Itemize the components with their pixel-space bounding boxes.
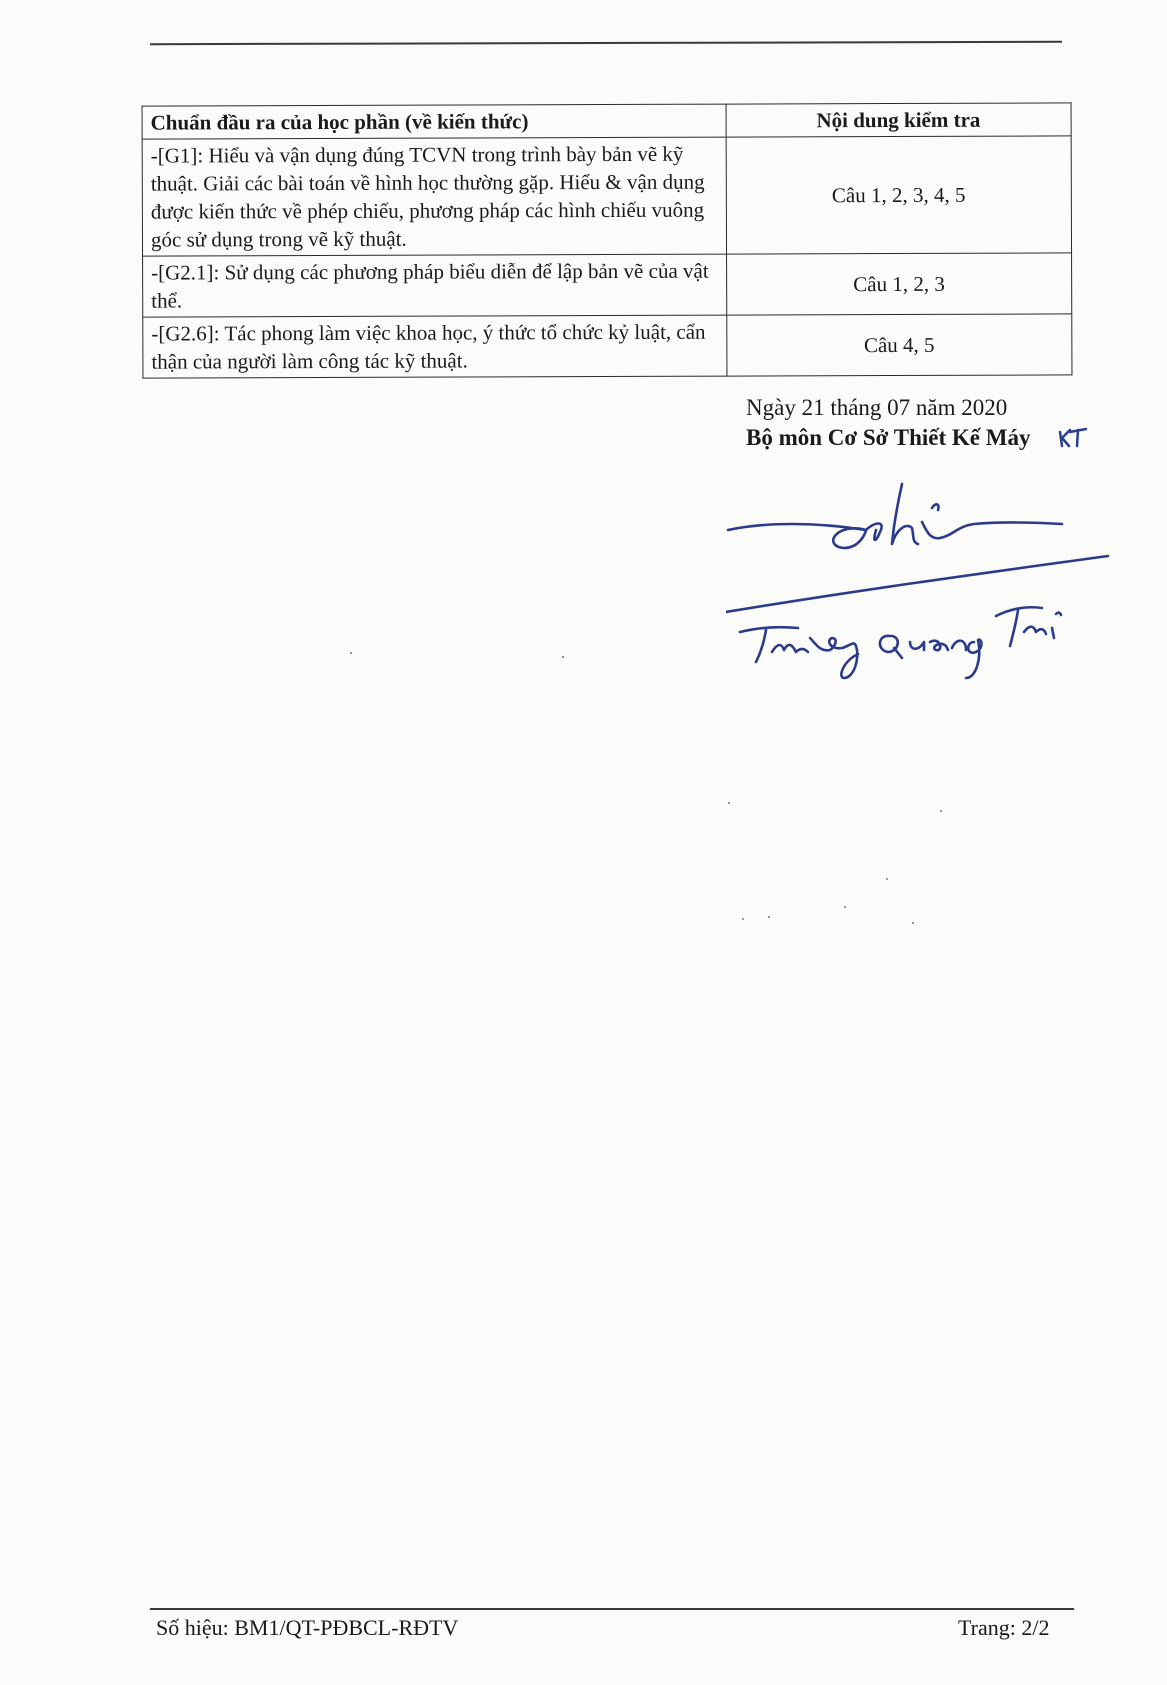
outcome-cell: -[G2.1]: Sử dụng các phương pháp biểu diễn để lập bản vẽ của vật thể. bbox=[143, 254, 727, 317]
scan-speck bbox=[350, 652, 352, 654]
scan-speck bbox=[728, 802, 730, 804]
outcome-cell: -[G1]: Hiểu và vận dụng đúng TCVN trong trình bày bản vẽ kỹ thuật. Giải các bài toán về hình học thường gặp. Hiểu & vận dụng được kiến thức về phép chiếu, phương pháp các hình chiếu vuông góc sử dụng trong vẽ kỹ thuật. bbox=[142, 137, 726, 256]
header-content: Nội dung kiểm tra bbox=[726, 103, 1071, 137]
document-code: Số hiệu: BM1/QT-PĐBCL-RĐTV bbox=[156, 1615, 459, 1640]
signature-block bbox=[746, 393, 1030, 453]
scan-speck bbox=[768, 916, 770, 918]
initials-mark-icon bbox=[1056, 424, 1090, 450]
table-header-row bbox=[142, 103, 1071, 139]
scan-speck bbox=[886, 878, 888, 880]
header-outcome: Chuẩn đầu ra của học phần (về kiến thức) bbox=[142, 104, 726, 139]
sign-date: Ngày 21 tháng 07 năm 2020 bbox=[746, 395, 1008, 420]
outcome-cell: -[G2.6]: Tác phong làm việc khoa học, ý thức tổ chức kỷ luật, cẩn thận của người làm công tác kỹ thuật. bbox=[143, 315, 727, 378]
scan-speck bbox=[912, 922, 914, 924]
content-cell: Câu 1, 2, 3 bbox=[726, 253, 1071, 315]
content-cell: Câu 1, 2, 3, 4, 5 bbox=[726, 136, 1072, 254]
handwritten-signature bbox=[726, 482, 1126, 692]
scan-speck bbox=[562, 656, 564, 658]
department-name: Bộ môn Cơ Sở Thiết Kế Máy bbox=[746, 425, 1031, 450]
scan-speck bbox=[742, 918, 744, 920]
scan-speck bbox=[940, 810, 942, 812]
learning-outcomes-table bbox=[142, 102, 1073, 378]
page-number: Trang: 2/2 bbox=[958, 1615, 1050, 1640]
bottom-rule bbox=[150, 1608, 1074, 1610]
scan-speck bbox=[844, 906, 846, 908]
table-row bbox=[143, 253, 1072, 317]
table-row bbox=[142, 136, 1071, 256]
table-row bbox=[143, 314, 1072, 378]
top-rule bbox=[150, 41, 1062, 45]
content-cell: Câu 4, 5 bbox=[726, 314, 1071, 376]
